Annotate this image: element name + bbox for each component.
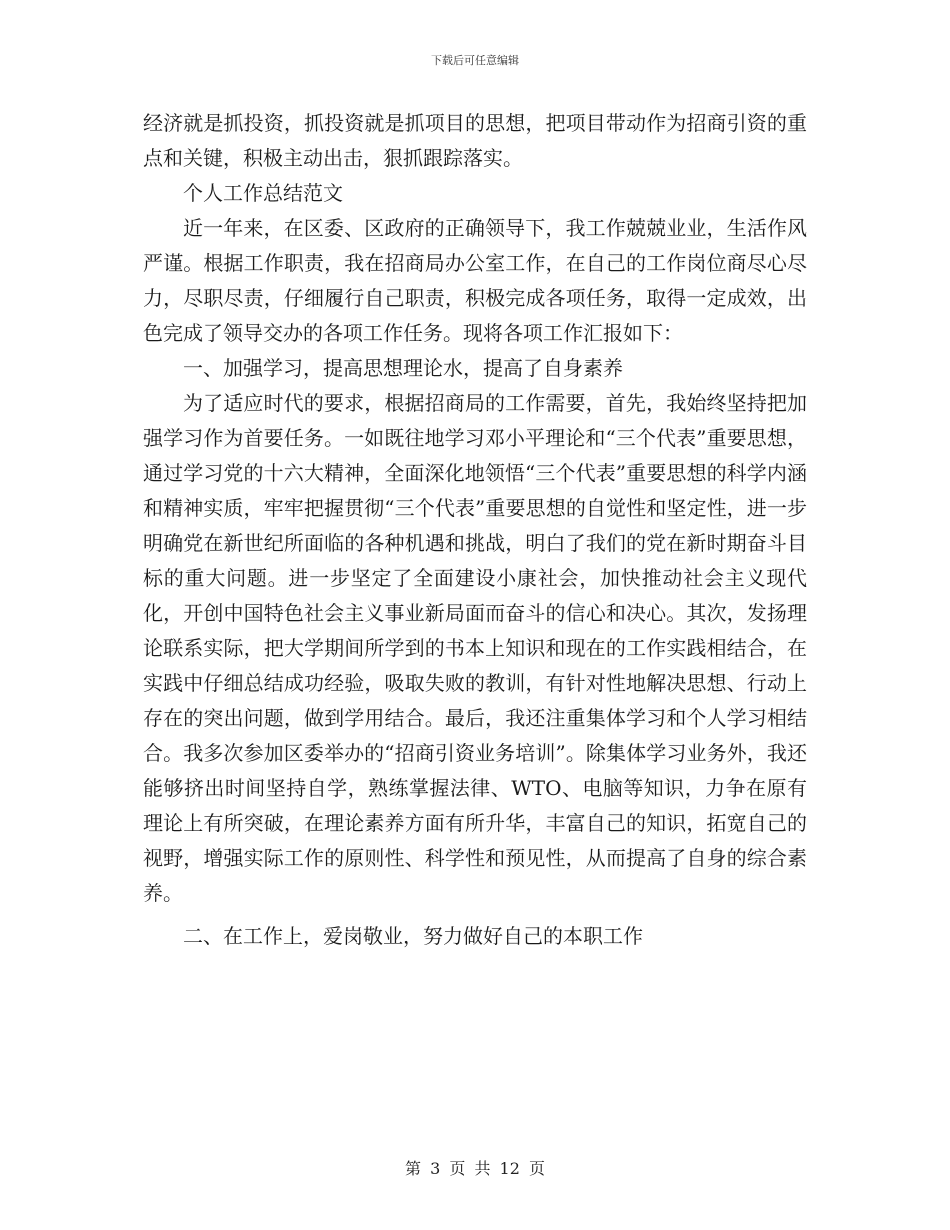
section-title: 个人工作总结范文: [183, 181, 343, 205]
section-heading-1: 一、加强学习，提高思想理论水，提高了自身素养: [183, 356, 623, 380]
paragraph-intro: 近一年来，在区委、区政府的正确领导下，我工作兢兢业业，生活作风严谨。根据工作职责，我在招商局办公室工作，在自己的工作岗位商尽心尽力，尽职尽责，仔细履行自己职责，积极完成各项任务，取得一定成效，出色完成了领导交办的各项工作任务。现将各项工作汇报如下：: [143, 216, 807, 345]
paragraph-study: 为了适应时代的要求，根据招商局的工作需要，首先，我始终坚持把加强学习作为首要任务。一如既往地学习邓小平理论和“三个代表”重要思想，通过学习党的十六大精神，全面深化地领悟“三个代表”重要思想的科学内涵和精神实质，牢牢把握贯彻“三个代表”重要思想的自觉性和坚定性，进一步明确党在新世纪所面临的各种机遇和挑战，明白了我们的党在新时期奋斗目标的重大问题。进一步坚定了全面建设小康社会，加快推动社会主义现代化，开创中国特色社会主义事业新局面而奋斗的信心和决心。其次，发扬理论联系实际，把大学期间所学到的书本上知识和现在的工作实践相结合，在实践中仔细总结成功经验，吸取失败的教训，有针对性地解决思想、行动上存在的突出问题，做到学用结合。最后，我还注重集体学习和个人学习相结合。我多次参加区委举办的“招商引资业务培训”。除集体学习业务外，我还能够挤出时间坚持自学，熟练掌握法律、WTO、电脑等知识，力争在原有理论上有所突破，在理论素养方面有所升华，丰富自己的知识，拓宽自己的视野，增强实际工作的原则性、科学性和预见性，从而提高了自身的综合素养。: [143, 391, 807, 905]
section-heading-2: 二、在工作上，爱岗敬业，努力做好自己的本职工作: [183, 924, 643, 948]
page-number-footer: 第 3 页 共 12 页: [405, 1159, 545, 1178]
page-header-note: 下载后可任意编辑: [431, 54, 519, 67]
paragraph-continuation: 经济就是抓投资，抓投资就是抓项目的思想，把项目带动作为招商引资的重点和关键，积极主动出击，狠抓跟踪落实。: [143, 111, 807, 170]
document-body: [143, 106, 807, 954]
